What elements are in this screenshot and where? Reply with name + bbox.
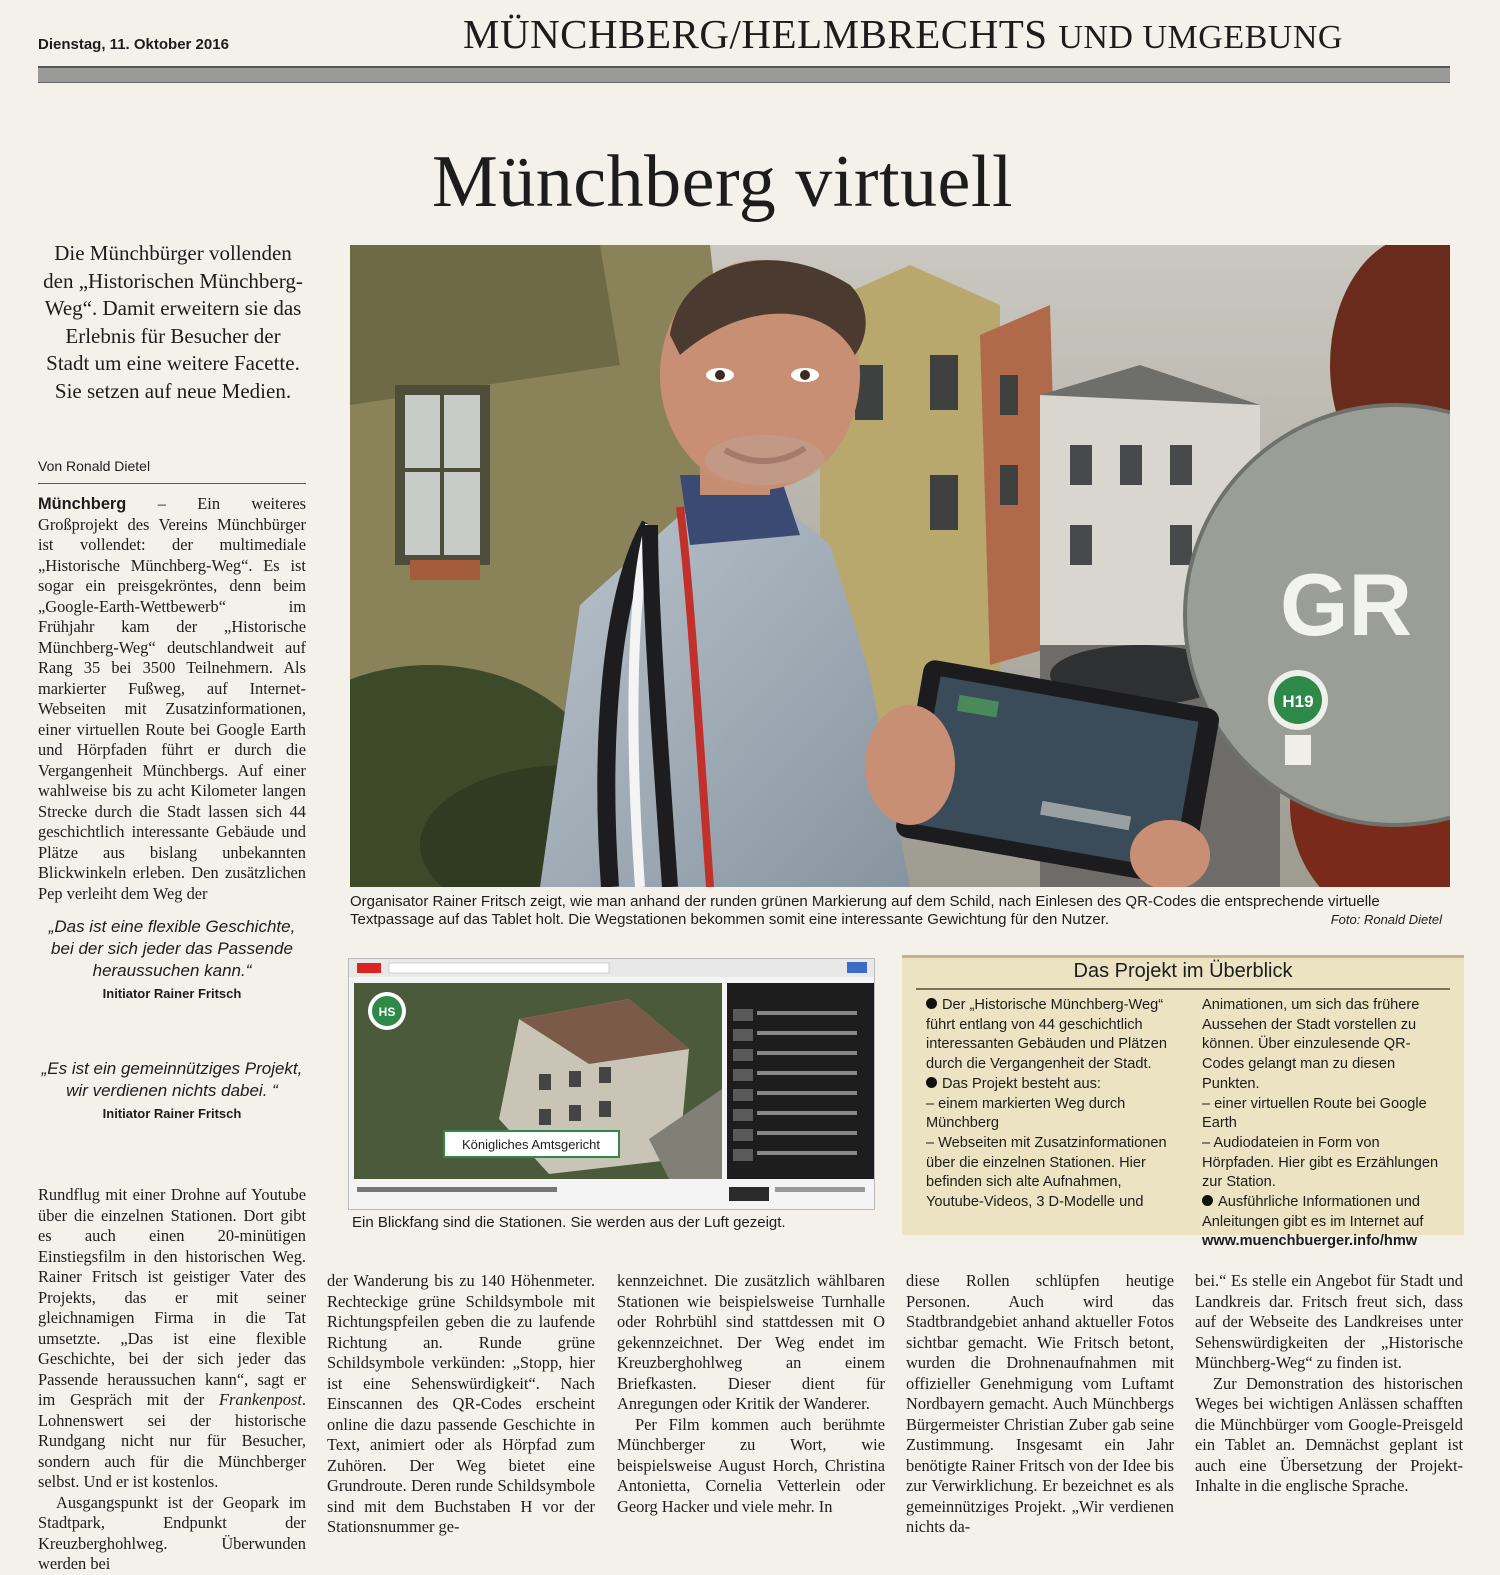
info-box	[902, 955, 1464, 1250]
info-box-title-rule	[916, 988, 1450, 990]
article-column-2	[327, 1271, 595, 1538]
paragraph	[38, 494, 306, 904]
main-photo	[350, 245, 1450, 887]
screenshot-illustration	[349, 959, 874, 1209]
paragraph: Ausgangspunkt ist der Geopark im Stadtpark, Endpunkt der Kreuzberghohlweg. Überwunden werden bei	[38, 1492, 306, 1573]
pull-quote-author: Initiator Rainer Fritsch	[102, 1106, 242, 1121]
paragraph: kennzeichnet. Die zusätzlich wählbaren Stationen wie beispielsweise Turnhalle oder Rohrbühl sind stattdessen mit O gekennzeichnet. Der Weg endet im Kreuzberghohlweg an einem Briefkasten. Dieser dient für Anregungen oder Kritik der Wanderer.	[617, 1271, 885, 1413]
caption-text: Organisator Rainer Fritsch zeigt, wie man anhand der runden grünen Markierung auf dem Schild, nach Einlesen des QR-Codes die entsprechende virtuelle Textpassage auf das Tablet holt. Die Wegstationen bekommen somit eine interessante Gewichtung für den Nutzer.	[350, 893, 1380, 928]
pull-quote-text: „Das ist eine flexible Geschichte, bei der sich jeder das Passende heraussuchen kann.“	[48, 917, 296, 980]
paragraph: bei.“ Es stelle ein Angebot für Stadt und Landkreis dar. Fritsch freut sich, dass auf der Webseite des Landkreises unter Sehenswürdigkeiten der „Historische Münchberg-Weg“ zu finden ist.	[1195, 1271, 1463, 1372]
sign-badge: H19	[1282, 692, 1314, 711]
paragraph: Per Film kommen auch berühmte Münchberger zu Wort, wie beispielsweise August Horch, Christina Antonietta, Cornelia Vetterlein oder Georg Hacker und viele mehr. In	[617, 1414, 885, 1516]
section-title	[463, 10, 1343, 58]
paragraph: der Wanderung bis zu 140 Höhenmeter. Rechteckige grüne Schildsymbole mit Richtungspfeilen geben die zu laufende Richtung an. Runde grüne Schildsymbole verkünden: „Stopp, hier ist eine Sehenswürdigkeit“. Nach Einscannen des QR-Codes erscheint online die dazu passende Geschichte in Text, animiert oder als Hörpfad zum Zuhören. Der Weg bietet eine Grundroute. Deren runde Schildsymbole sind mit dem Buchstaben H vor der Stationsnummer ge-	[327, 1271, 595, 1536]
paragraph: diese Rollen schlüpfen heutige Personen. Auch wird das Stadtbrandgebiet anhand aktueller Fotos sichtbar gemacht. Wie Fritsch betont, wurden die Drohnenaufnahmen mit offizieller Genehmigung vom Luftamt Nordbayern gemacht. Auch Münchbergs Bürgermeister Christian Zuber gab seine Zustimmung. Insgesamt ein Jahr benötigte Rainer Fritsch von der Idee bis zur Verwirklichung. Er bezeichnet es als gemeinnütziges Projekt. „Wir verdienen nichts da-	[906, 1271, 1174, 1536]
paragraph	[38, 1185, 306, 1493]
photo-caption	[350, 893, 1450, 929]
paragraph: Zur Demonstration des historischen Weges bei wichtigen Anlässen schafften die Münchbürger vom Google-Preisgeld ein Tablet an. Demnächst geplant ist auch eine Übersetzung der Projekt-Inhalte in die englische Sprache.	[1195, 1373, 1463, 1495]
info-item	[926, 996, 1182, 1075]
pull-quote-text: „Es ist ein gemeinnütziges Projekt, wir verdienen nichts dabei. “	[41, 1059, 303, 1100]
article-column-5	[1195, 1271, 1463, 1497]
info-item	[926, 1075, 1182, 1095]
video-screenshot	[348, 958, 875, 1210]
article-column-1-top	[38, 494, 306, 904]
byline: Von Ronald Dietel	[38, 458, 151, 474]
info-item: – einem markierten Weg durch Münchberg	[926, 1095, 1126, 1132]
photo-credit: Foto: Ronald Dietel	[1330, 912, 1442, 927]
pull-quote-1	[38, 916, 306, 1001]
info-item: Animationen, um sich das frühere Aussehen der Stadt vorstellen zu können. Über einzulesende QR-Codes gelangt man zu diesen Punkten.	[1202, 997, 1420, 1092]
article-column-4	[906, 1271, 1174, 1538]
info-item: – einer virtuellen Route bei Google Earth	[1202, 1095, 1427, 1132]
info-item-text: Ausführliche Informationen und Anleitungen gibt es im Internet auf	[1202, 1194, 1424, 1230]
info-item-text: Das Projekt besteht aus:	[942, 1075, 1101, 1092]
screenshot-caption: Ein Blickfang sind die Stationen. Sie werden aus der Luft gezeigt.	[352, 1214, 786, 1231]
article-column-1-bottom	[38, 1185, 306, 1575]
pull-quote-2	[38, 1058, 306, 1121]
lead-paragraph: Die Münchbürger vollenden den „Historischen Münchberg-Weg“. Damit erweitern sie das Erlebnis für Besucher der Stadt um eine weitere Facette. Sie setzen auf neue Medien.	[43, 241, 303, 403]
screenshot-badge: HS	[378, 1005, 396, 1019]
bullet-icon	[1202, 1195, 1213, 1206]
paragraph-text: . Lohnenswert sei der historische Rundgang nicht nur für Besucher, sondern auch für die Münchberger selbst. Und er ist kostenlos.	[38, 1390, 306, 1491]
headline: Münchberg virtuell	[432, 141, 1014, 223]
pull-quote-author: Initiator Rainer Fritsch	[102, 986, 242, 1001]
section-title-main: MÜNCHBERG/HELMBRECHTS	[463, 11, 1059, 57]
sign-letters: GR	[1280, 555, 1412, 654]
info-box-column-1	[926, 996, 1182, 1213]
dateline: Münchberg	[38, 495, 127, 513]
info-url[interactable]: www.muenchbuerger.info/hmw	[1202, 1233, 1418, 1250]
station-label: Königliches Amtsgericht	[461, 1137, 601, 1152]
article-column-3	[617, 1271, 885, 1517]
header-rule	[38, 66, 1450, 83]
bullet-icon	[926, 1077, 937, 1088]
info-item-text: Der „Historische Münchberg-Weg“ führt entlang von 44 geschichtlich interessanten Gebäuden und Plätzen durch die Vergangenheit der Stadt.	[926, 997, 1167, 1073]
newspaper-name: Frankenpost	[219, 1390, 302, 1409]
section-title-small: UND UMGEBUNG	[1058, 19, 1343, 56]
info-box-title: Das Projekt im Überblick	[1073, 960, 1293, 982]
issue-date: Dienstag, 11. Oktober 2016	[38, 36, 229, 53]
info-box-column-2	[1202, 996, 1450, 1252]
bullet-icon	[926, 998, 937, 1009]
photo-illustration	[350, 245, 1450, 887]
info-item	[1202, 1193, 1450, 1232]
byline-rule	[38, 483, 306, 484]
info-item: – Audiodateien in Form von Hörpfaden. Hier gibt es Erzählungen zur Station.	[1202, 1134, 1439, 1191]
info-item: – Webseiten mit Zusatzinformationen über die einzelnen Stationen. Hier befinden sich alte Aufnahmen, Youtube-Videos, 3 D-Modelle und	[926, 1134, 1167, 1211]
paragraph-text: Rundflug mit einer Drohne auf Youtube über die einzelnen Stationen. Dort gibt es auch einen 20-minütigen Einstiegsfilm in den historischen Weg. Rainer Fritsch ist geistiger Vater des Projekts, das er mit seiner gleichnamigen Firma in die Tat umsetzte. „Das ist eine flexible Geschichte, bei der sich jeder das Passende heraussuchen kann“, sagt er im Gespräch mit der	[38, 1185, 306, 1409]
paragraph-text: – Ein weiteres Großprojekt des Vereins Münchbürger ist vollendet: der multimediale „Historische Münchberg-Weg“. Es ist sogar ein preisgekröntes, denn beim „Google-Earth-Wettbewerb“ im Frühjahr kam der „Historische Münchberg-Weg“ deutschlandweit auf Rang 35 bei 3500 Teilnehmern. Als markierter Fußweg, auf Internet-Webseiten mit Zusatzinformationen, einer virtuellen Route bei Google Earth und Hörpfaden führt er durch die Vergangenheit Münchbergs. Auf einer wahlweise bis zu acht Kilometer langen Strecke durch die Stadt lassen sich 44 geschichtlich interessante Gebäude und Plätze aus bislang unbekannten Blickwinkeln erleben. Den zusätzlichen Pep verleiht dem Weg der	[38, 494, 306, 903]
